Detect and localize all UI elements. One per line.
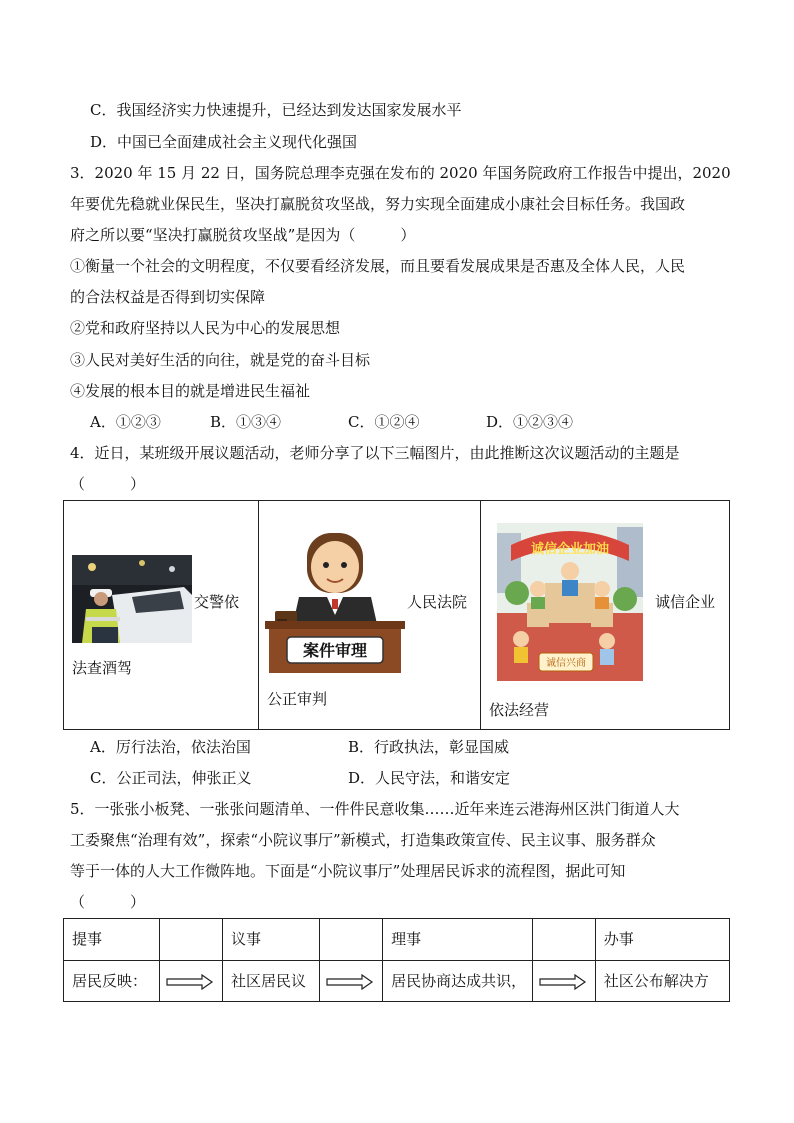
q3-item-1a: ①衡量一个社会的文明程度，不仅要看经济发展，而且要看发展成果是否惠及全体人民，人民	[70, 257, 686, 275]
flow-arrow-1	[160, 960, 223, 1002]
flow-head-4-label: 办事	[603, 930, 634, 948]
q4-cell1-label-b: 法查酒驾	[72, 659, 133, 677]
enterprise-banner-text: 诚信企业加油	[530, 542, 610, 557]
q5-flow-table	[63, 918, 730, 1002]
q3-option-b: B．①③④	[210, 413, 282, 431]
traffic-police-photo	[72, 555, 192, 643]
enterprise-sign-text: 诚信兴商	[546, 658, 586, 669]
q4-line-1: 4．近日，某班级开展议题活动，老师分享了以下三幅图片，由此推断这次议题活动的主题是	[70, 444, 680, 462]
flow-arrow-cell-2-head	[320, 919, 383, 961]
flow-head-2-label: 议事	[231, 930, 262, 948]
flow-row-2	[223, 960, 320, 1002]
q4-option-b: B．行政执法，彰显国威	[348, 738, 510, 756]
double-arrow-icon	[326, 974, 374, 990]
q3-line-3: 府之所以要“坚决打赢脱贫攻坚战”是因为（ ）	[70, 226, 416, 244]
q3-option-c: C．①②④	[348, 413, 420, 431]
q3-item-4: ④发展的根本目的就是增进民生福祉	[70, 382, 311, 400]
q3-item-3: ③人民对美好生活的向往，就是党的奋斗目标	[70, 351, 371, 369]
q3-line-2: 年要优先稳就业保民生，坚决打赢脱贫攻坚战，努力实现全面建成小康社会目标任务。我国政	[70, 195, 686, 213]
court-sign-text: 案件审理	[302, 641, 368, 660]
q4-cell-court	[259, 501, 481, 730]
judge-cartoon	[265, 523, 405, 673]
q3-option-a: A．①②③	[90, 413, 161, 431]
flow-arrow-cell-3-head	[533, 919, 596, 961]
double-arrow-icon	[166, 974, 214, 990]
q3-item-1b: 的合法权益是否得到切实保障	[70, 288, 266, 306]
q4-cell-enterprise	[481, 501, 730, 730]
q3-option-d: D．①②③④	[486, 413, 574, 431]
q2-option-c: C．我国经济实力快速提升，已经达到发达国家发展水平	[90, 101, 462, 119]
flow-head-4	[595, 919, 729, 961]
flow-head-2	[223, 919, 320, 961]
q3-line-1: 3．2020 年 15 月 22 日，国务院总理李克强在发布的 2020 年国务院政府工作报告中提出，2020	[70, 164, 731, 182]
q5-line-3: 等于一体的人大工作微阵地。下面是“小院议事厅”处理居民诉求的流程图，据此可知	[70, 862, 626, 880]
flow-row-4-label: 社区公布解决方	[603, 971, 709, 990]
q5-line-4: （ ）	[70, 893, 146, 911]
q4-cell1-label-a: 交警依	[194, 593, 240, 611]
q4-cell3-label-b: 依法经营	[489, 701, 550, 719]
flow-head-1	[64, 919, 160, 961]
flow-head-1-label: 提事	[72, 930, 103, 948]
q4-line-2: （ ）	[70, 475, 146, 493]
flow-head-3	[383, 919, 533, 961]
flow-row-2-label: 社区居民议	[231, 971, 307, 990]
flow-arrow-3	[533, 960, 596, 1002]
flow-head-3-label: 理事	[391, 930, 422, 948]
q4-cell3-label-a: 诚信企业	[655, 593, 716, 611]
flow-row-3	[383, 960, 533, 1002]
q2-option-d: D．中国已全面建成社会主义现代化强国	[90, 133, 358, 151]
flow-arrow-cell-1-head	[160, 919, 223, 961]
q4-cell-traffic-police	[64, 501, 259, 730]
enterprise-cartoon	[497, 523, 643, 681]
double-arrow-icon	[539, 974, 587, 990]
q4-cell2-label-b: 公正审判	[267, 690, 328, 708]
q4-option-c: C．公正司法，伸张正义	[90, 769, 252, 787]
q5-line-1: 5．一张张小板凳、一张张问题清单、一件件民意收集……近年来连云港海州区洪门街道人大	[70, 800, 680, 818]
q3-item-2: ②党和政府坚持以人民为中心的发展思想	[70, 319, 341, 337]
flow-row-1	[64, 960, 160, 1002]
q5-line-2: 工委聚焦“治理有效”，探索“小院议事厅”新模式，打造集政策宣传、民主议事、服务群众	[70, 831, 656, 849]
q4-cell2-label-a: 人民法院	[407, 593, 468, 611]
q4-option-a: A．厉行法治，依法治国	[90, 738, 251, 756]
q4-image-table	[63, 500, 730, 730]
flow-row-1-label: 居民反映：	[72, 971, 148, 990]
q4-option-d: D．人民守法，和谐安定	[348, 769, 511, 787]
flow-row-3-label: 居民协商达成共识，	[391, 971, 527, 990]
flow-row-4	[595, 960, 729, 1002]
flow-arrow-2	[320, 960, 383, 1002]
